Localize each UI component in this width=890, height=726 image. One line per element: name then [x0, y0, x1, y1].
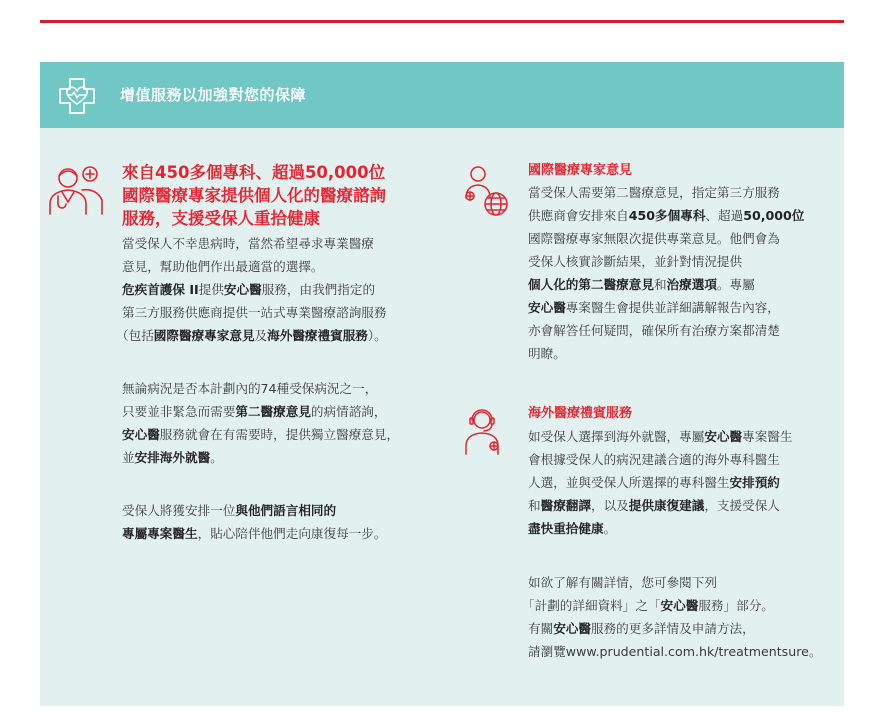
- section1-line8: 明瞭。: [528, 346, 566, 361]
- left-p2-line2: 只要並非緊急而需要第二醫療意見的病情諮詢，: [122, 404, 387, 419]
- section1-line4: 受保人核實診斷結果，並針對情況提供: [528, 254, 743, 269]
- left-p1-line1: 當受保人不幸患病時，當然希望尋求專業醫療: [122, 236, 374, 251]
- section2-line4: 和醫療翻譯，以及提供康復建議，支援受保人: [528, 498, 780, 513]
- section1-line7: 亦會解答任何疑問，確保所有治療方案都清楚: [528, 323, 780, 338]
- doctor-headset-icon: [458, 406, 510, 458]
- footer-line2: 「計劃的詳細資料」之「安心醫服務」部分。: [522, 598, 774, 613]
- section2-line1: 如受保人選擇到海外就醫，專屬安心醫專案醫生: [528, 429, 793, 444]
- left-p2-line4: 並安排海外就醫。: [122, 450, 223, 465]
- section2-line5: 盡快重拾健康。: [528, 521, 617, 536]
- section1-line3: 國際醫療專家無限次提供專業意見。他們會為: [528, 231, 780, 246]
- left-p2-line3: 安心醫服務就會在有需要時，提供獨立醫療意見，: [122, 427, 400, 442]
- top-divider: [40, 20, 844, 23]
- left-p1-line2: 意見，幫助他們作出最適當的選擇。: [122, 259, 324, 274]
- footer-url-line[interactable]: 請瀏覽www.prudential.com.hk/treatmentsure。: [528, 644, 822, 659]
- section2-title: 海外醫療禮賓服務: [528, 406, 633, 421]
- left-p1-line5: （包括國際醫療專家意見及海外醫療禮賓服務）。: [116, 328, 387, 343]
- left-p3-line2: 專屬專案醫生，貼心陪伴他們走向康復每一步。: [122, 526, 387, 541]
- section1-line5: 個人化的第二醫療意見和治療選項。專屬: [528, 277, 755, 292]
- footer-line1: 如欲了解有關詳情，您可參閱下列: [528, 575, 717, 590]
- benefits-panel: [40, 62, 844, 706]
- left-headline-line1: 來自450多個專科、超過50,000位: [122, 163, 386, 182]
- doctor-globe-icon: [458, 162, 514, 218]
- left-headline-line3: 服務，支援受保人重拾健康: [122, 209, 320, 228]
- doctors-icon: [44, 162, 108, 218]
- left-p1-line3: 危疾首護保 II提供安心醫服務，由我們指定的: [122, 282, 376, 297]
- panel-title: 增值服務以加強對您的保障: [120, 86, 307, 104]
- section1-title: 國際醫療專家意見: [528, 163, 633, 178]
- footer-line3: 有關安心醫服務的更多詳情及申請方法，: [528, 621, 755, 636]
- left-headline-line2: 國際醫療專家提供個人化的醫療諮詢: [122, 186, 386, 205]
- left-p3-line1: 受保人將獲安排一位與他們語言相同的: [122, 503, 337, 518]
- left-p2-line1: 無論病況是否本計劃內的74種受保病況之一，: [122, 381, 378, 396]
- section1-line1: 當受保人需要第二醫療意見，指定第三方服務: [528, 185, 780, 200]
- section2-line2: 會根據受保人的病況建議合適的海外專科醫生: [528, 452, 780, 467]
- section2-line3: 人選，並與受保人所選擇的專科醫生安排預約: [528, 475, 780, 490]
- panel-header: [40, 62, 844, 128]
- section1-line2: 供應商會安排來自450多個專科、超過50,000位: [528, 208, 805, 223]
- heart-cross-icon: [54, 76, 102, 116]
- left-p1-line4: 第三方服務供應商提供一站式專業醫療諮詢服務: [122, 305, 387, 320]
- section1-line6: 安心醫專案醫生會提供並詳細講解報告內容，: [528, 300, 780, 315]
